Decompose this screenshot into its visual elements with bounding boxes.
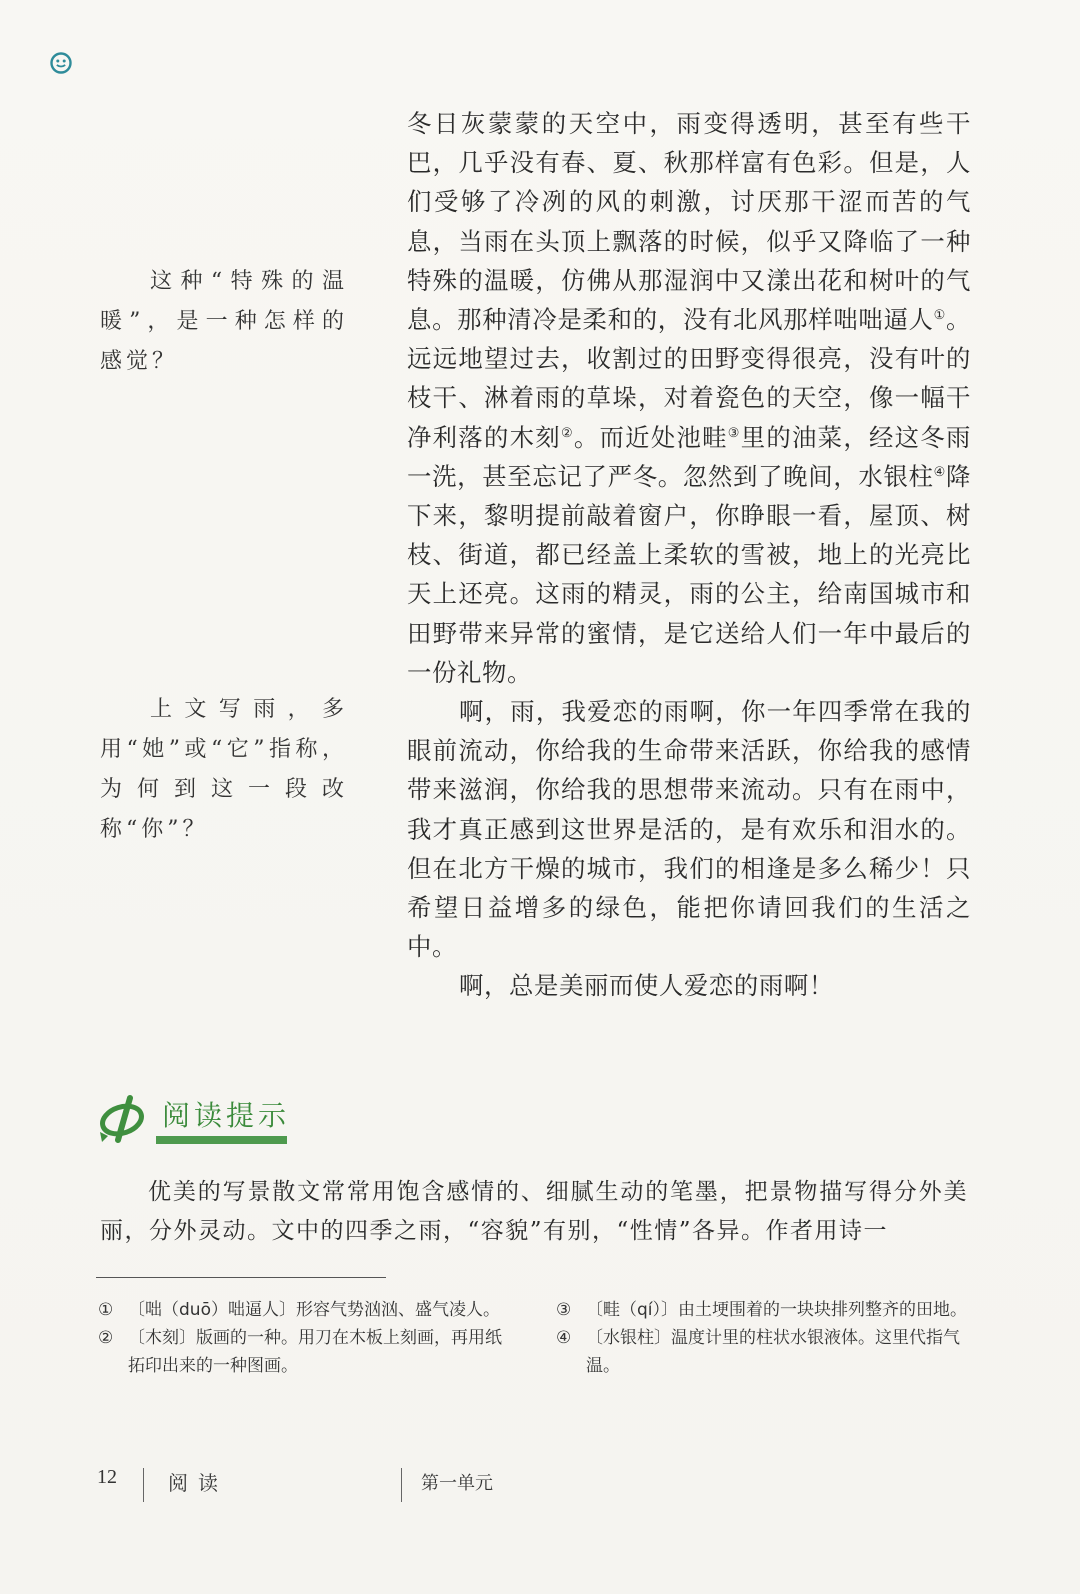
footnote-number: ① [98, 1300, 114, 1320]
footnote-text: 〔咄（duō）咄逼人〕形容气势汹汹、盛气凌人。 [128, 1300, 500, 1320]
footnotes-right-column [556, 1296, 976, 1380]
footnote-item [98, 1324, 518, 1380]
paragraph-winter-rain: 冬日灰蒙蒙的天空中，雨变得透明，甚至有些干巴，几乎没有春、夏、秋那样富有色彩。但是，人们受够了冷冽的风的刺激，讨厌那干涩而苦的气息，当雨在头顶上飘落的时候，似乎又降临了一种特殊的温暖，仿佛从那湿润中又漾出花和树叶的气息。那种清冷是柔和的，没有北风那样咄咄逼人①。远远地望过去，收割过的田野变得很亮，没有叶的枝干、淋着雨的草垛，对着瓷色的天空，像一幅干净利落的木刻②。而近处池畦③里的油菜，经这冬雨一洗，甚至忘记了严冬。忽然到了晚间，水银柱④降下来，黎明提前敲着窗户，你睁眼一看，屋顶、树枝、街道，都已经盖上柔软的雪被，地上的光亮比天上还亮。这雨的精灵，雨的公主，给南国城市和田野带来异常的蜜情，是它送给人们一年中最后的一份礼物。 [407, 109, 971, 687]
side-note-pronoun-question: 上文写雨，多用“她”或“它”指称，为何到这一段改称“你”？ [100, 697, 348, 842]
footnote-number: ④ [556, 1328, 572, 1348]
paragraph-love-rain: 啊，雨，我爱恋的雨啊，你一年四季常在我的眼前流动，你给我的生命带来活跃，你给我的感情带来滋润，你给我的思想带来流动。只有在雨中，我才真正感到这世界是活的，是有欢乐和泪水的。但在北方干燥的城市，我们的相逢是多么稀少！只希望日益增多的绿色，能把你请回我们的生活之中。 [407, 697, 971, 962]
footnotes-left-column [98, 1296, 518, 1380]
footer-divider [401, 1468, 402, 1502]
face-emblem-icon [50, 52, 72, 74]
paragraph-closing: 啊，总是美丽而使人爱恋的雨啊！ [459, 971, 834, 1001]
footnote-item [98, 1296, 518, 1324]
footnote-text: 〔木刻〕版画的一种。用刀在木板上刻画，再用纸拓印出来的一种图画。 [128, 1328, 502, 1376]
footer-divider [143, 1468, 144, 1502]
main-text [407, 104, 971, 1006]
footer-section-label: 阅读 [168, 1471, 228, 1495]
footnote-text: 〔畦（qí）〕由土埂围着的一块块排列整齐的田地。 [586, 1300, 968, 1320]
reading-tip-body: 优美的写景散文常常用饱含感情的、细腻生动的笔墨，把景物描写得分外美丽，分外灵动。文中的四季之雨，“容貌”有别，“性情”各异。作者用诗一 [100, 1179, 968, 1244]
footer-unit-label: 第一单元 [421, 1473, 493, 1494]
footnote-item [556, 1324, 976, 1380]
footnote-divider [96, 1277, 386, 1278]
footnote-number: ② [98, 1328, 114, 1348]
footnote-ref-3: ③ [727, 425, 741, 441]
reading-tip-header [96, 1090, 296, 1150]
side-note-warmth-question: 这种“特殊的温暖”，是一种怎样的感觉？ [100, 269, 348, 374]
footnote-text: 〔水银柱〕温度计里的柱状水银液体。这里代指气温。 [586, 1328, 960, 1376]
footnote-ref-1: ① [933, 308, 946, 324]
footnote-ref-2: ② [560, 425, 574, 441]
footnote-item [556, 1296, 976, 1324]
reading-tip-underline [156, 1136, 287, 1144]
reading-tip-icon [96, 1092, 152, 1144]
footnote-number: ③ [556, 1300, 572, 1320]
reading-tip-title: 阅读提示 [162, 1099, 291, 1132]
footnote-ref-4: ④ [933, 464, 946, 480]
page-number: 12 [97, 1466, 117, 1488]
